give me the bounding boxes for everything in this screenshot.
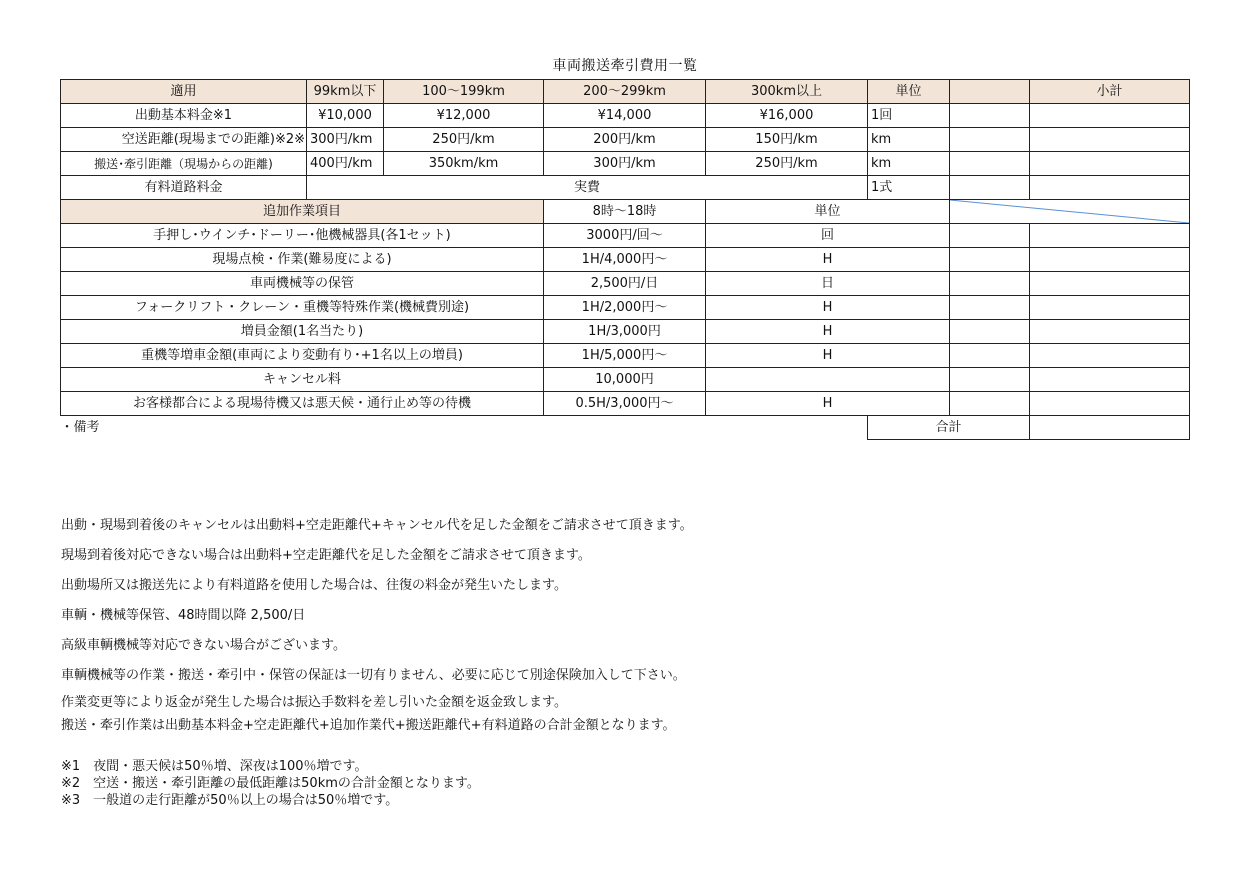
blank-cell	[950, 128, 1030, 152]
extra-unit: H	[706, 248, 950, 272]
diagonal-line	[950, 200, 1189, 223]
blank-cell	[950, 152, 1030, 176]
price-cell: 250円/km	[706, 152, 868, 176]
extra-item: キャンセル料	[61, 368, 544, 392]
unit-cell: km	[868, 152, 950, 176]
extra-unit-header: 単位	[706, 200, 950, 224]
extra-price: 1H/2,000円～	[544, 296, 706, 320]
subtotal-cell	[1030, 392, 1190, 416]
extra-price: 0.5H/3,000円～	[544, 392, 706, 416]
unit-cell: 1式	[868, 176, 950, 200]
subtotal-cell	[1030, 128, 1190, 152]
header-cell: 99km以下	[307, 80, 384, 104]
blank-cell	[950, 344, 1030, 368]
note-line: 出動場所又は搬送先により有料道路を使用した場合は、往復の料金が発生いたします。	[61, 578, 567, 593]
blank-cell	[950, 272, 1030, 296]
extra-unit: 回	[706, 224, 950, 248]
price-table	[60, 79, 1190, 440]
table-row	[61, 368, 1190, 392]
extra-unit	[706, 368, 950, 392]
extra-item: 重機等増車金額(車両により変動有り･+1名以上の増員)	[61, 344, 544, 368]
footnote-line: ※3 一般道の走行距離が50％以上の場合は50％増です。	[61, 793, 399, 808]
note-line: 車輌機械等の作業・搬送・牽引中・保管の保証は一切有りません、必要に応じて別途保険加入して下さい。	[61, 668, 686, 683]
note-line: 作業変更等により返金が発生した場合は振込手数料を差し引いた金額を返金致します。	[61, 695, 567, 710]
note-line: 出動・現場到着後のキャンセルは出動料+空走距離代+キャンセル代を足した金額をご請求させて頂きます。	[61, 518, 693, 533]
header-cell: 300km以上	[706, 80, 868, 104]
table-row	[61, 224, 1190, 248]
extra-unit: 日	[706, 272, 950, 296]
price-cell: 300円/km	[544, 152, 706, 176]
extra-unit: H	[706, 320, 950, 344]
blank-cell	[950, 248, 1030, 272]
footnote-line: ※2 空送・搬送・牽引距離の最低距離は50kmの合計金額となります。	[61, 776, 480, 791]
extra-item: 車両機械等の保管	[61, 272, 544, 296]
note-line: 現場到着後対応できない場合は出動料+空走距離代を足した金額をご請求させて頂きます。	[61, 548, 591, 563]
extra-item: 手押し･ウインチ･ドーリー･他機械器具(各1セット)	[61, 224, 544, 248]
footnotes	[61, 758, 480, 809]
header-cell	[950, 80, 1030, 104]
price-cell: 350km/km	[384, 152, 544, 176]
table-row	[61, 392, 1190, 416]
extra-item: 増員金額(1名当たり)	[61, 320, 544, 344]
table-row	[61, 104, 1190, 128]
extra-price: 3000円/回～	[544, 224, 706, 248]
sheet-title: 車両搬送牽引費用一覧	[552, 58, 698, 74]
extra-unit: H	[706, 392, 950, 416]
subtotal-cell	[1030, 368, 1190, 392]
toll-row	[61, 176, 1190, 200]
price-cell: ¥14,000	[544, 104, 706, 128]
table-row	[61, 248, 1190, 272]
subtotal-cell	[1030, 320, 1190, 344]
total-row	[61, 416, 1190, 440]
extra-item: フォークリフト・クレーン・重機等特殊作業(機械費別途)	[61, 296, 544, 320]
extra-price: 1H/5,000円～	[544, 344, 706, 368]
extra-unit: H	[706, 344, 950, 368]
extra-price: 1H/3,000円	[544, 320, 706, 344]
blank-cell	[950, 296, 1030, 320]
extra-price: 10,000円	[544, 368, 706, 392]
price-cell: ¥10,000	[307, 104, 384, 128]
header-cell: 100～199km	[384, 80, 544, 104]
subtotal-cell	[1030, 104, 1190, 128]
row-label: 空送距離(現場までの距離)※2※	[61, 128, 307, 152]
subtotal-cell	[1030, 344, 1190, 368]
note-line: 車輌・機械等保管、48時間以降 2,500/日	[61, 608, 306, 623]
table-row	[61, 152, 1190, 176]
subtotal-cell	[1030, 272, 1190, 296]
blank-cell	[950, 368, 1030, 392]
extra-item-header: 追加作業項目	[61, 200, 544, 224]
extra-header-row	[61, 200, 1190, 224]
extra-unit: H	[706, 296, 950, 320]
price-cell: 400円/km	[307, 152, 384, 176]
extra-item: お客様都合による現場待機又は悪天候・通行止め等の待機	[61, 392, 544, 416]
header-cell: 小計	[1030, 80, 1190, 104]
table-row	[61, 128, 1190, 152]
header-cell: 適用	[61, 80, 307, 104]
subtotal-cell	[1030, 296, 1190, 320]
total-label: 合計	[868, 416, 1030, 440]
subtotal-cell	[1030, 224, 1190, 248]
extra-time-header: 8時～18時	[544, 200, 706, 224]
extra-price: 2,500円/日	[544, 272, 706, 296]
row-label: 出動基本料金※1	[61, 104, 307, 128]
blank-cell	[950, 224, 1030, 248]
blank-cell	[950, 104, 1030, 128]
row-label: 有料道路料金	[61, 176, 307, 200]
price-cell: ¥12,000	[384, 104, 544, 128]
note-line: 高級車輌機械等対応できない場合がございます。	[61, 638, 346, 653]
extra-item: 現場点検・作業(難易度による)	[61, 248, 544, 272]
table-row	[61, 272, 1190, 296]
notes-heading: ・備考	[60, 419, 100, 435]
row-label: 搬送･牽引距離（現場からの距離)	[61, 152, 307, 176]
unit-cell: km	[868, 128, 950, 152]
extra-price: 1H/4,000円～	[544, 248, 706, 272]
total-value-cell	[1030, 416, 1190, 440]
price-cell: 150円/km	[706, 128, 868, 152]
diagonal-cell	[950, 200, 1190, 224]
price-cell: 300円/km	[307, 128, 384, 152]
price-cell: 200円/km	[544, 128, 706, 152]
blank-cell	[950, 176, 1030, 200]
subtotal-cell	[1030, 248, 1190, 272]
blank-cell	[950, 392, 1030, 416]
subtotal-cell	[1030, 176, 1190, 200]
footnote-line: ※1 夜間・悪天候は50％増、深夜は100％増です。	[61, 759, 368, 774]
price-cell: 250円/km	[384, 128, 544, 152]
blank-cell	[950, 320, 1030, 344]
subtotal-cell	[1030, 152, 1190, 176]
header-cell: 単位	[868, 80, 950, 104]
header-cell: 200～299km	[544, 80, 706, 104]
price-cell: ¥16,000	[706, 104, 868, 128]
note-line: 搬送・牽引作業は出動基本料金+空走距離代+追加作業代+搬送距離代+有料道路の合計金額となります。	[61, 718, 676, 733]
unit-cell: 1回	[868, 104, 950, 128]
table-header-row	[61, 80, 1190, 104]
table-row	[61, 320, 1190, 344]
table-row	[61, 344, 1190, 368]
table-row	[61, 296, 1190, 320]
toll-value-cell: 実費	[307, 176, 868, 200]
